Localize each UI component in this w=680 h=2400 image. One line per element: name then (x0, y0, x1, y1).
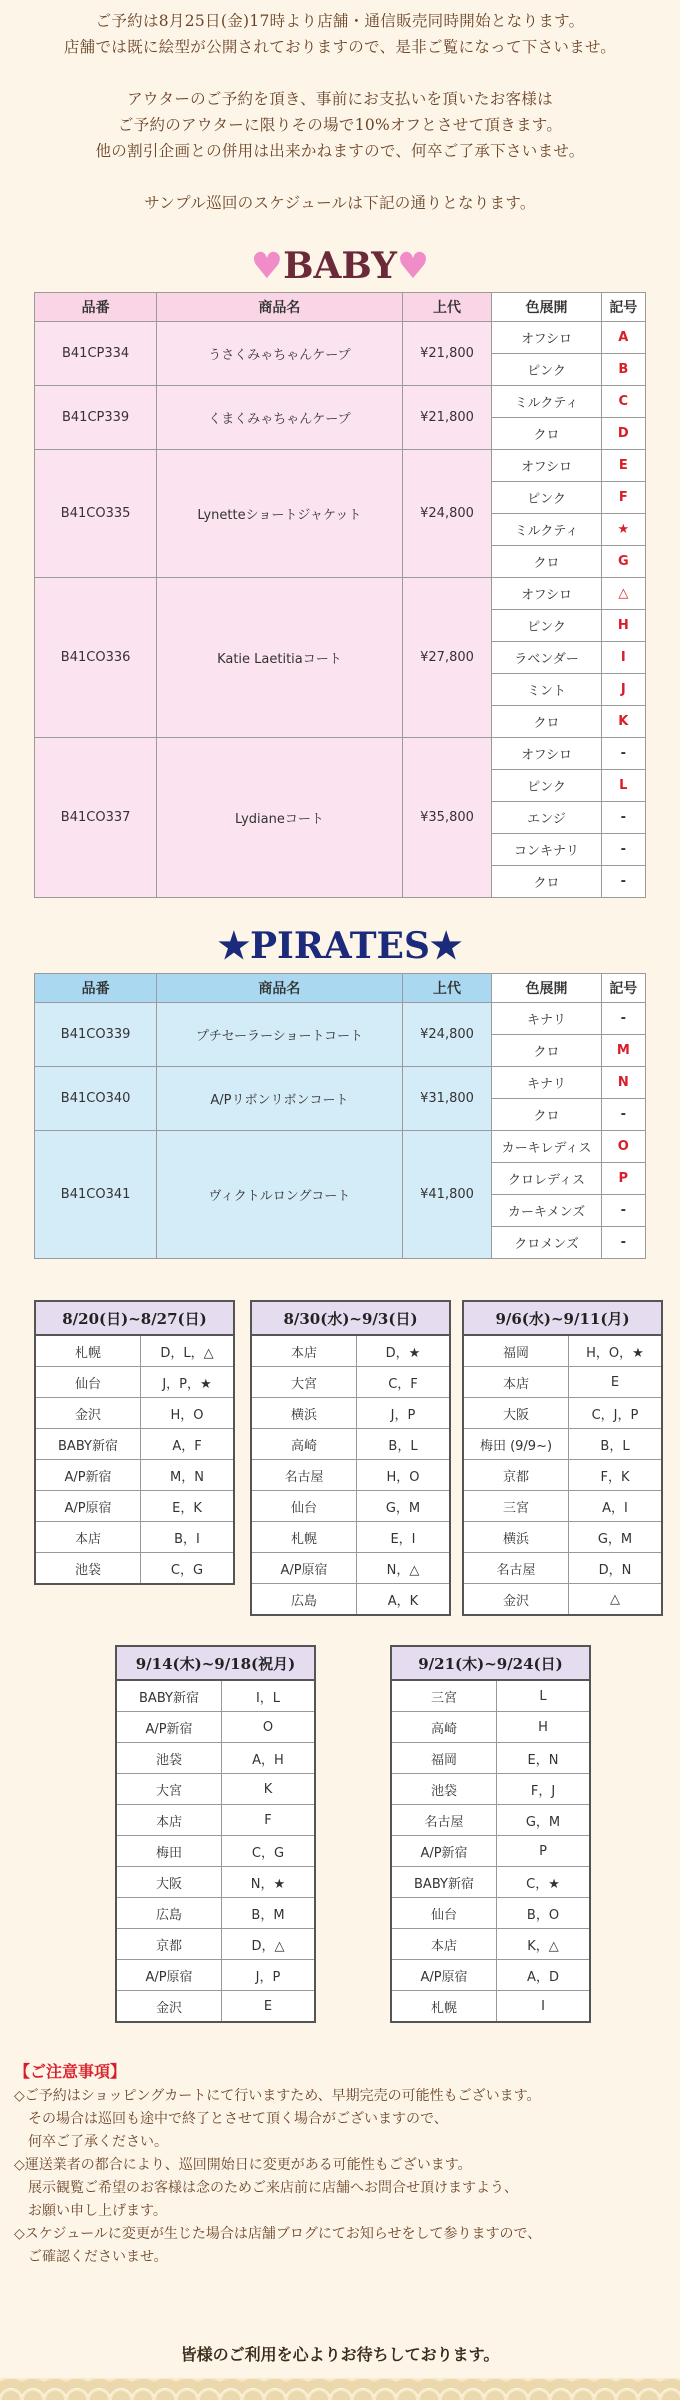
schedule-row (251, 1429, 450, 1460)
sample-codes: B，O (497, 1898, 591, 1929)
schedule-row (391, 1743, 590, 1774)
store-name: 池袋 (35, 1553, 141, 1585)
heart-icon: ♥ (396, 245, 430, 287)
schedule-row (391, 1774, 590, 1805)
schedule-row (35, 1429, 234, 1460)
schedule-header-row (35, 1301, 234, 1335)
column-header: 色展開 (492, 974, 601, 1003)
schedule-table (115, 1645, 316, 2023)
column-header: 品番 (35, 974, 157, 1003)
intro-text (0, 8, 680, 216)
sample-codes: G，M (569, 1522, 663, 1553)
table-row (35, 386, 646, 418)
schedule-row (251, 1335, 450, 1367)
sample-codes: H，O，★ (569, 1335, 663, 1367)
store-name: 福岡 (463, 1335, 569, 1367)
color-variant: ピンク (492, 354, 601, 386)
schedule-row (35, 1367, 234, 1398)
note-line: ◇運送業者の都合により、巡回開始日に変更がある可能性もございます。 (14, 2157, 472, 2173)
color-variant: コンキナリ (492, 834, 601, 866)
store-name: A/P原宿 (35, 1491, 141, 1522)
schedule-date-range: 9/21(木)~9/24(日) (391, 1646, 590, 1680)
product-price: ¥31,800 (402, 1067, 492, 1131)
color-variant: オフシロ (492, 738, 601, 770)
sample-codes: C，G (222, 1836, 316, 1867)
sample-codes: O (222, 1712, 316, 1743)
sample-codes: E，I (357, 1522, 451, 1553)
store-name: 名古屋 (463, 1553, 569, 1584)
store-name: 本店 (116, 1805, 222, 1836)
intro-line: サンプル巡回のスケジュールは下記の通りとなります。 (144, 194, 536, 212)
product-code: B41CP339 (35, 386, 157, 450)
pirates-section-title: ★PIRATES★ (217, 925, 463, 967)
product-price: ¥41,800 (402, 1131, 492, 1259)
sample-codes: C，G (141, 1553, 235, 1585)
schedule-row (251, 1398, 450, 1429)
sample-codes: E (569, 1367, 663, 1398)
store-name: 札幌 (391, 1991, 497, 2023)
store-name: 横浜 (251, 1398, 357, 1429)
store-name: 福岡 (391, 1743, 497, 1774)
sample-codes: D，N (569, 1553, 663, 1584)
store-name: 大阪 (463, 1398, 569, 1429)
schedule-row (391, 1805, 590, 1836)
color-variant: クロレディス (492, 1163, 601, 1195)
schedule-row (116, 1805, 315, 1836)
color-variant: オフシロ (492, 322, 601, 354)
pirates-product-table (34, 973, 646, 1259)
schedule-date-range: 8/20(日)~8/27(日) (35, 1301, 234, 1335)
color-variant: クロ (492, 546, 601, 578)
intro-line: アウターのご予約を頂き、事前にお支払いを頂いたお客様は (127, 90, 553, 108)
table-row (35, 1003, 646, 1035)
variant-symbol: O (601, 1131, 645, 1163)
schedule-row (391, 1991, 590, 2023)
product-price: ¥21,800 (402, 322, 492, 386)
sample-codes: J，P，★ (141, 1367, 235, 1398)
table-row (35, 578, 646, 610)
store-name: 京都 (116, 1929, 222, 1960)
store-name: 池袋 (116, 1743, 222, 1774)
schedule-row (116, 1743, 315, 1774)
product-code: B41CO341 (35, 1131, 157, 1259)
schedule-date-range: 9/14(木)~9/18(祝月) (116, 1646, 315, 1680)
variant-symbol: D (601, 418, 645, 450)
schedule-row (463, 1491, 662, 1522)
intro-line: ご予約のアウターに限りその場で10%オフとさせて頂きます。 (117, 116, 563, 134)
schedule-date-range: 8/30(水)~9/3(日) (251, 1301, 450, 1335)
notes-heading: 【ご注意事項】 (14, 2062, 127, 2081)
note-line: ◇スケジュールに変更が生じた場合は店舗ブログにてお知らせをして参りますので、 (14, 2226, 542, 2242)
schedule-row (463, 1398, 662, 1429)
schedule-row (35, 1491, 234, 1522)
column-header: 商品名 (157, 293, 402, 322)
schedule-row (463, 1429, 662, 1460)
sample-codes: A，D (497, 1960, 591, 1991)
store-name: 高崎 (391, 1712, 497, 1743)
sample-codes: A，I (569, 1491, 663, 1522)
color-variant: エンジ (492, 802, 601, 834)
schedule-header-row (116, 1646, 315, 1680)
schedule-row (463, 1335, 662, 1367)
schedule-row (391, 1898, 590, 1929)
sample-codes: M，N (141, 1460, 235, 1491)
store-name: 本店 (391, 1929, 497, 1960)
schedule-header-row (463, 1301, 662, 1335)
variant-symbol: ★ (601, 514, 645, 546)
schedule-row (35, 1553, 234, 1585)
sample-codes: D，★ (357, 1335, 451, 1367)
schedule-table (34, 1300, 235, 1585)
table-row (35, 738, 646, 770)
variant-symbol: E (601, 450, 645, 482)
store-name: 横浜 (463, 1522, 569, 1553)
schedule-row (35, 1335, 234, 1367)
schedule-header-row (391, 1646, 590, 1680)
schedule-row (391, 1836, 590, 1867)
color-variant: クロ (492, 706, 601, 738)
schedule-row (116, 1898, 315, 1929)
store-name: 仙台 (35, 1367, 141, 1398)
product-price: ¥21,800 (402, 386, 492, 450)
store-name: A/P原宿 (391, 1960, 497, 1991)
schedule-row (251, 1553, 450, 1584)
color-variant: カーキメンズ (492, 1195, 601, 1227)
notes-section (14, 2060, 670, 2269)
sample-codes: F，K (569, 1460, 663, 1491)
schedule-row (463, 1553, 662, 1584)
intro-line: 店舗では既に絵型が公開されておりますので、是非ご覧になって下さいませ。 (63, 38, 617, 56)
sample-codes: F (222, 1805, 316, 1836)
intro-gap (0, 60, 680, 86)
store-name: 本店 (251, 1335, 357, 1367)
color-variant: ミルクティ (492, 514, 601, 546)
schedule-row (251, 1584, 450, 1616)
column-header: 品番 (35, 293, 157, 322)
store-name: 仙台 (251, 1491, 357, 1522)
store-name: 大阪 (116, 1867, 222, 1898)
sample-codes: B，L (569, 1429, 663, 1460)
heart-icon: ♥ (250, 245, 284, 287)
schedule-row (35, 1460, 234, 1491)
product-name: Lynetteショートジャケット (157, 450, 402, 578)
product-code: B41CO337 (35, 738, 157, 898)
baby-section-title (0, 245, 680, 287)
column-header: 商品名 (157, 974, 402, 1003)
sample-codes: △ (569, 1584, 663, 1616)
product-code: B41CO340 (35, 1067, 157, 1131)
schedule-row (391, 1680, 590, 1712)
sample-codes: B，L (357, 1429, 451, 1460)
variant-symbol: - (601, 802, 645, 834)
sample-codes: J，P (222, 1960, 316, 1991)
store-name: 金沢 (463, 1584, 569, 1616)
product-price: ¥24,800 (402, 1003, 492, 1067)
color-variant: クロ (492, 418, 601, 450)
schedule-row (35, 1398, 234, 1429)
schedule-row (116, 1929, 315, 1960)
sample-codes: P (497, 1836, 591, 1867)
variant-symbol: K (601, 706, 645, 738)
color-variant: クロ (492, 1035, 601, 1067)
color-variant: ラベンダー (492, 642, 601, 674)
table-header-row (35, 974, 646, 1003)
store-name: 三宮 (463, 1491, 569, 1522)
store-name: A/P新宿 (35, 1460, 141, 1491)
store-name: 名古屋 (251, 1460, 357, 1491)
notes-body (14, 2085, 670, 2269)
store-name: A/P新宿 (116, 1712, 222, 1743)
product-name: A/Pリボンリボンコート (157, 1067, 402, 1131)
schedule-row (391, 1929, 590, 1960)
schedule-row (251, 1522, 450, 1553)
note-line: ◇ご予約はショッピングカートにて行いますため、早期完売の可能性もございます。 (14, 2088, 541, 2104)
schedule-row (116, 1991, 315, 2023)
store-name: 京都 (463, 1460, 569, 1491)
store-name: 三宮 (391, 1680, 497, 1712)
store-name: BABY新宿 (35, 1429, 141, 1460)
schedule-date-range: 9/6(水)~9/11(月) (463, 1301, 662, 1335)
variant-symbol: - (601, 1099, 645, 1131)
schedule-row (116, 1680, 315, 1712)
store-name: 金沢 (116, 1991, 222, 2023)
variant-symbol: - (601, 1003, 645, 1035)
table-header-row (35, 293, 646, 322)
store-name: A/P新宿 (391, 1836, 497, 1867)
store-name: 本店 (35, 1522, 141, 1553)
schedule-table (462, 1300, 663, 1616)
store-name: 高崎 (251, 1429, 357, 1460)
product-code: B41CO335 (35, 450, 157, 578)
intro-line: 他の割引企画との併用は出来かねますので、何卒ご了承下さいませ。 (95, 142, 585, 160)
variant-symbol: - (601, 1195, 645, 1227)
product-code: B41CO336 (35, 578, 157, 738)
schedule-row (251, 1460, 450, 1491)
sample-codes: B，M (222, 1898, 316, 1929)
schedule-header-row (251, 1301, 450, 1335)
color-variant: クロ (492, 866, 601, 898)
variant-symbol: J (601, 674, 645, 706)
variant-symbol: - (601, 834, 645, 866)
note-line: ご確認くださいませ。 (14, 2249, 168, 2265)
intro-gap (0, 164, 680, 190)
variant-symbol: - (601, 738, 645, 770)
schedule-row (463, 1460, 662, 1491)
sample-codes: L (497, 1680, 591, 1712)
sample-codes: K (222, 1774, 316, 1805)
sample-codes: C，J，P (569, 1398, 663, 1429)
sample-codes: E (222, 1991, 316, 2023)
sample-codes: D，△ (222, 1929, 316, 1960)
schedule-table (390, 1645, 591, 2023)
variant-symbol: M (601, 1035, 645, 1067)
store-name: A/P原宿 (116, 1960, 222, 1991)
product-name: プチセーラーショートコート (157, 1003, 402, 1067)
sample-codes: F，J (497, 1774, 591, 1805)
product-name: くまくみゃちゃんケープ (157, 386, 402, 450)
schedule-row (116, 1774, 315, 1805)
color-variant: ピンク (492, 610, 601, 642)
color-variant: キナリ (492, 1003, 601, 1035)
color-variant: ピンク (492, 482, 601, 514)
store-name: BABY新宿 (391, 1867, 497, 1898)
schedule-row (391, 1867, 590, 1898)
sample-codes: G，M (357, 1491, 451, 1522)
store-name: 広島 (116, 1898, 222, 1929)
variant-symbol: G (601, 546, 645, 578)
note-line: 展示観覧ご希望のお客様は念のためご来店前に店舗へお問合せ頂けますよう、 (14, 2180, 518, 2196)
color-variant: ミント (492, 674, 601, 706)
product-name: ヴィクトルロングコート (157, 1131, 402, 1259)
sample-codes: H (497, 1712, 591, 1743)
variant-symbol: - (601, 1227, 645, 1259)
schedule-row (35, 1522, 234, 1553)
product-code: B41CO339 (35, 1003, 157, 1067)
note-line: その場合は巡回も途中で終了とさせて頂く場合がございますので、 (14, 2111, 448, 2127)
store-name: 大宮 (116, 1774, 222, 1805)
sample-codes: A，H (222, 1743, 316, 1774)
color-variant: オフシロ (492, 578, 601, 610)
baby-product-table (34, 292, 646, 898)
product-name: うさくみゃちゃんケープ (157, 322, 402, 386)
store-name: 札幌 (251, 1522, 357, 1553)
intro-line: ご予約は8月25日(金)17時より店舗・通信販売同時開始となります。 (95, 12, 585, 30)
sample-codes: E，K (141, 1491, 235, 1522)
color-variant: ピンク (492, 770, 601, 802)
store-name: 札幌 (35, 1335, 141, 1367)
schedule-row (463, 1367, 662, 1398)
sample-codes: A，F (141, 1429, 235, 1460)
column-header: 記号 (601, 974, 645, 1003)
color-variant: ミルクティ (492, 386, 601, 418)
column-header: 上代 (402, 293, 492, 322)
sample-codes: D，L，△ (141, 1335, 235, 1367)
note-line: お願い申し上げます。 (14, 2203, 167, 2219)
product-price: ¥24,800 (402, 450, 492, 578)
schedule-row (116, 1960, 315, 1991)
schedule-row (116, 1712, 315, 1743)
variant-symbol: H (601, 610, 645, 642)
sample-codes: J，P (357, 1398, 451, 1429)
sample-codes: K，△ (497, 1929, 591, 1960)
table-row (35, 322, 646, 354)
table-row (35, 1131, 646, 1163)
table-row (35, 1067, 646, 1099)
store-name: 本店 (463, 1367, 569, 1398)
store-name: 梅田 (9/9~) (463, 1429, 569, 1460)
sample-codes: I (497, 1991, 591, 2023)
table-row (35, 450, 646, 482)
product-code: B41CP334 (35, 322, 157, 386)
product-name: Katie Laetitiaコート (157, 578, 402, 738)
product-price: ¥35,800 (402, 738, 492, 898)
store-name: A/P原宿 (251, 1553, 357, 1584)
variant-symbol: B (601, 354, 645, 386)
schedule-row (116, 1836, 315, 1867)
store-name: 仙台 (391, 1898, 497, 1929)
column-header: 上代 (402, 974, 492, 1003)
sample-codes: N，△ (357, 1553, 451, 1584)
color-variant: オフシロ (492, 450, 601, 482)
sample-codes: H，O (141, 1398, 235, 1429)
schedule-row (463, 1584, 662, 1616)
sample-codes: I，L (222, 1680, 316, 1712)
variant-symbol: C (601, 386, 645, 418)
store-name: 梅田 (116, 1836, 222, 1867)
store-name: 金沢 (35, 1398, 141, 1429)
store-name: 池袋 (391, 1774, 497, 1805)
schedule-row (463, 1522, 662, 1553)
store-name: 大宮 (251, 1367, 357, 1398)
variant-symbol: L (601, 770, 645, 802)
sample-codes: A，K (357, 1584, 451, 1616)
sample-codes: H，O (357, 1460, 451, 1491)
variant-symbol: P (601, 1163, 645, 1195)
color-variant: クロ (492, 1099, 601, 1131)
color-variant: カーキレディス (492, 1131, 601, 1163)
product-price: ¥27,800 (402, 578, 492, 738)
schedule-row (116, 1867, 315, 1898)
sample-codes: N，★ (222, 1867, 316, 1898)
schedule-row (251, 1491, 450, 1522)
note-line: 何卒ご了承ください。 (14, 2134, 168, 2150)
variant-symbol: N (601, 1067, 645, 1099)
store-name: 広島 (251, 1584, 357, 1616)
store-name: BABY新宿 (116, 1680, 222, 1712)
color-variant: クロメンズ (492, 1227, 601, 1259)
variant-symbol: △ (601, 578, 645, 610)
sample-codes: E，N (497, 1743, 591, 1774)
variant-symbol: - (601, 866, 645, 898)
bottom-decoration (0, 2378, 680, 2400)
sample-codes: B，I (141, 1522, 235, 1553)
schedule-row (251, 1367, 450, 1398)
baby-title-text: BABY (283, 245, 397, 287)
product-name: Lydianeコート (157, 738, 402, 898)
sample-codes: C，★ (497, 1867, 591, 1898)
schedule-row (391, 1712, 590, 1743)
column-header: 記号 (601, 293, 645, 322)
schedule-row (391, 1960, 590, 1991)
variant-symbol: I (601, 642, 645, 674)
variant-symbol: F (601, 482, 645, 514)
column-header: 色展開 (492, 293, 601, 322)
store-name: 名古屋 (391, 1805, 497, 1836)
color-variant: キナリ (492, 1067, 601, 1099)
closing-message: 皆様のご利用を心よりお待ちしております。 (180, 2345, 500, 2364)
sample-codes: G，M (497, 1805, 591, 1836)
sample-codes: C，F (357, 1367, 451, 1398)
variant-symbol: A (601, 322, 645, 354)
schedule-table (250, 1300, 451, 1616)
